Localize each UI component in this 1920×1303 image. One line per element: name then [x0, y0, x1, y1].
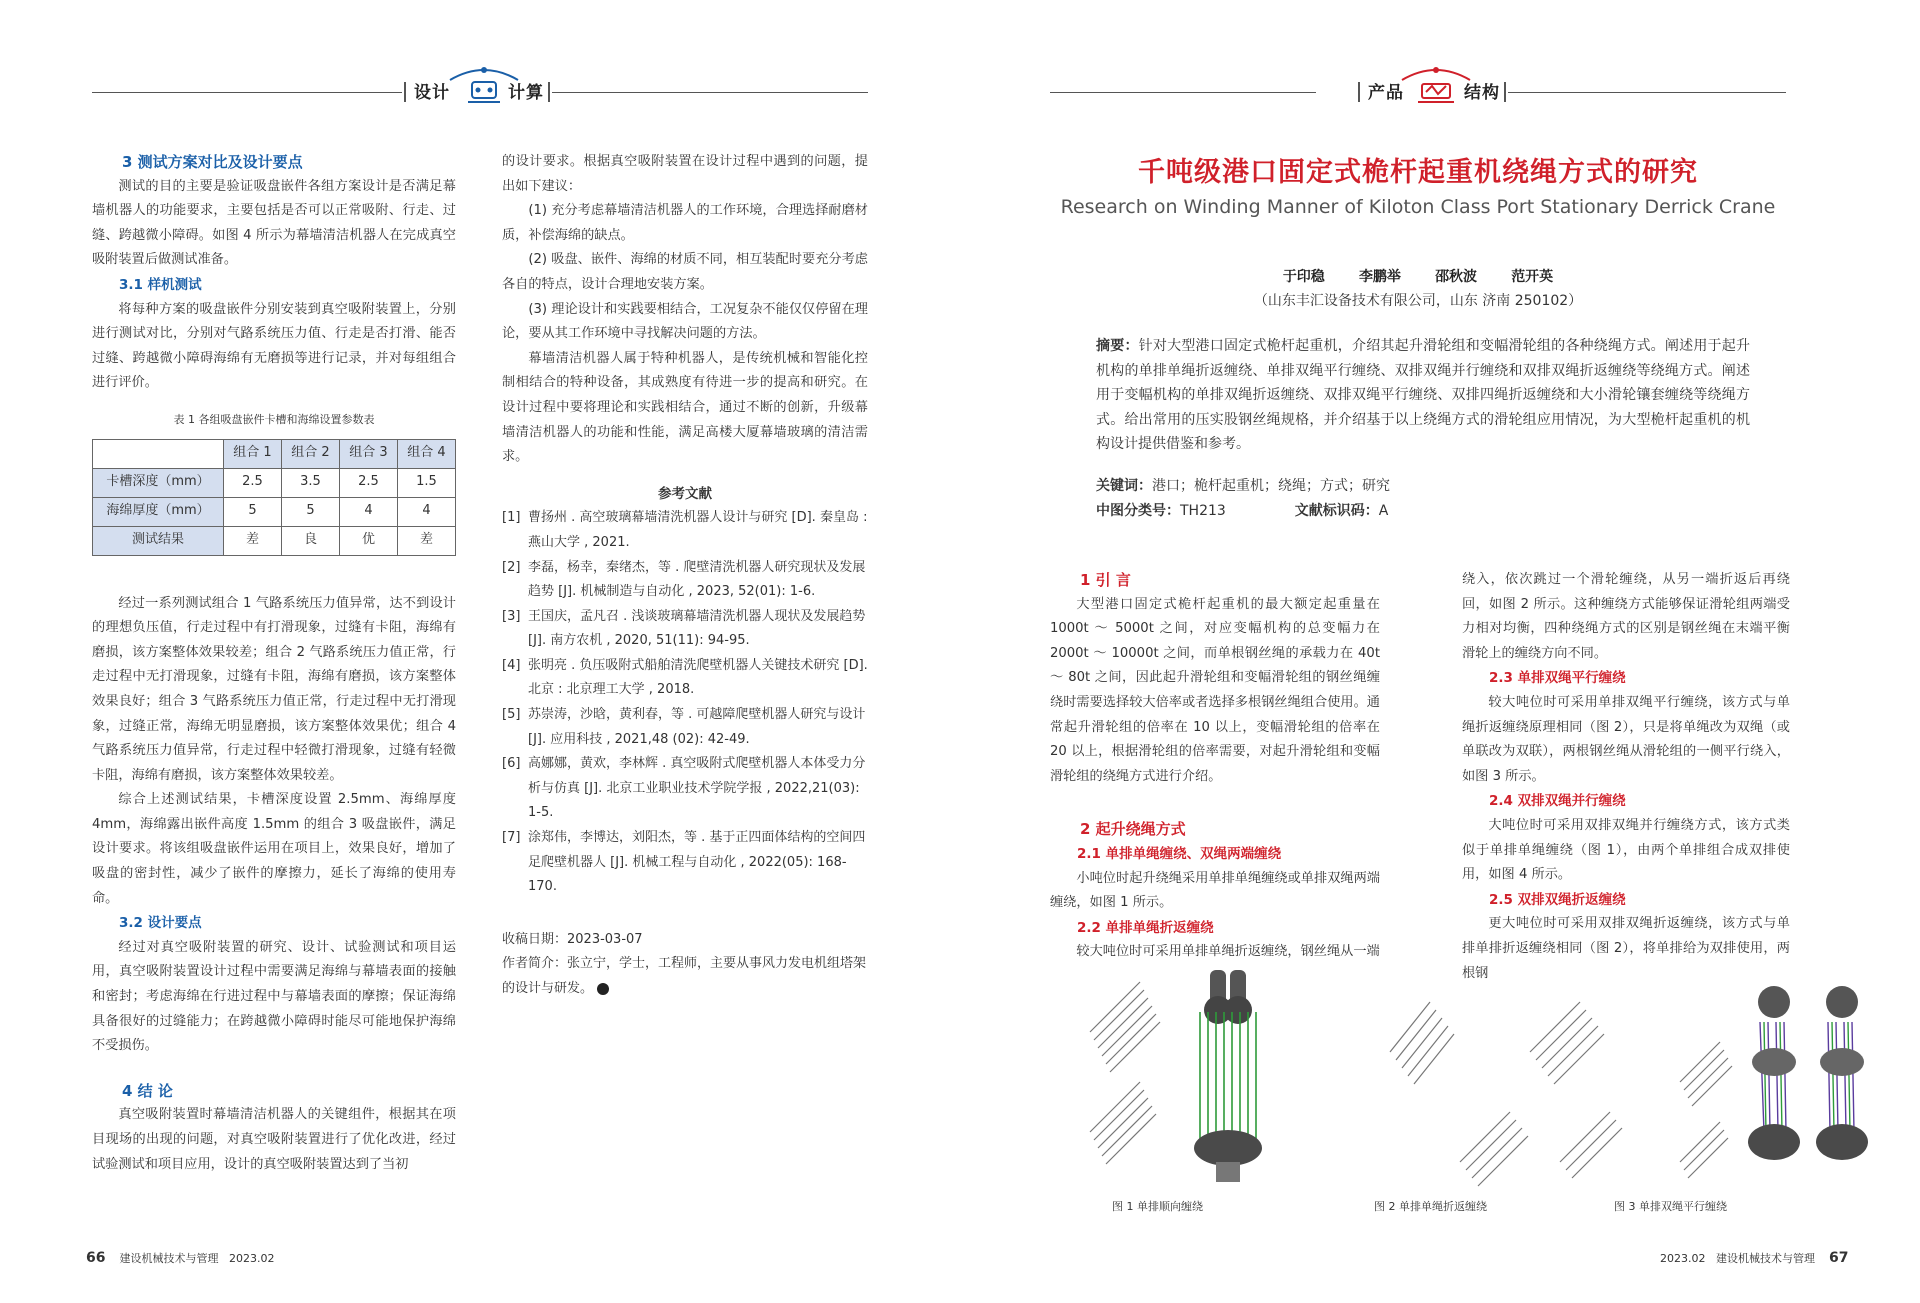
paragraph: 测试的目的主要是验证吸盘嵌件各组方案设计是否满足幕墙机器人的功能要求，主要包括是否可以正常吸附、行走、过缝、跨越微小障碍。如图 4 所示为幕墙清洁机器人在完成真空吸附装置后做测试准备。: [92, 178, 456, 268]
author: 李鹏举: [1358, 269, 1401, 285]
header-label-structure: 结构: [1464, 83, 1500, 103]
right-column-1: [1050, 568, 1380, 965]
table-header-cell: 组合 3: [340, 439, 398, 468]
figure-caption: 图 1 单排顺向缠绕: [1112, 1200, 1203, 1213]
figure-3-drawing: [1660, 962, 1920, 1192]
header-separator: [1504, 82, 1506, 102]
table-cell: 2.5: [224, 468, 282, 497]
header-rule-right: [552, 92, 868, 93]
table-header-cell: 组合 1: [224, 439, 282, 468]
table-caption: 表 1 各组吸盘嵌件卡槽和海绵设置参数表: [173, 412, 375, 426]
header-label-product: 产品: [1368, 83, 1404, 103]
clc-code: TH213: [1180, 502, 1226, 519]
reference-item: [502, 752, 868, 826]
suggestion: (2) 吸盘、嵌件、海绵的材质不同，相互装配时要充分考虑各自的特点，设计合理地安装方案。: [502, 252, 868, 292]
journal-name: 建设机械技术与管理: [1716, 1252, 1815, 1265]
paragraph: 的设计要求。根据真空吸附装置在设计过程中遇到的问题，提出如下建议：: [502, 154, 868, 194]
table-cell: 1.5: [398, 468, 456, 497]
author-bio: [502, 952, 868, 1001]
figure-2-drawing: [1380, 962, 1640, 1192]
author: 邵秋波: [1435, 269, 1478, 285]
reference-text: 涂郑伟，李博达，刘阳杰，等 . 基于正四面体结构的空间四足爬壁机器人 [J]. 机械工程与自动化 , 2022(05): 168-170.: [528, 830, 866, 895]
folio-left: [86, 1250, 274, 1266]
section-heading: 3 测试方案对比及设计要点: [122, 153, 303, 171]
received-date: 收稿日期：2023-03-07: [502, 931, 643, 947]
reference-item: [502, 605, 868, 654]
author-bio-text: 作者简介：张立宁，学士，工程师，主要从事风力发电机组塔架的设计与研发。: [502, 956, 867, 996]
header-rule-right: [1508, 92, 1786, 93]
section-heading: 1 引 言: [1080, 571, 1131, 589]
folio-right: [1660, 1250, 1848, 1266]
table-header-row: [93, 439, 456, 468]
clc-label: 中图分类号：: [1096, 502, 1180, 519]
reference-number: [6]: [502, 756, 521, 772]
table-header-cell: 组合 2: [282, 439, 340, 468]
reference-text: 高娜娜，黄欢，李林辉 . 真空吸附式爬壁机器人本体受力分析与仿真 [J]. 北京工业职业技术学院学报 , 2022,21(03): 1-5.: [528, 756, 866, 821]
abstract-label: 摘要：: [1096, 338, 1139, 354]
section-heading: 4 结 论: [122, 1081, 173, 1100]
reference-item: [502, 654, 868, 703]
reference-number: [1]: [502, 510, 521, 526]
left-column-2: [502, 150, 868, 1002]
page-number: 67: [1829, 1250, 1849, 1266]
right-page: [960, 0, 1920, 1303]
affiliation: （山东丰汇设备技术有限公司，山东 济南 250102）: [1253, 293, 1583, 309]
paragraph: 更大吨位时可采用双排双绳折返缠绕，该方式与单排单排折返缠绕相同（图 2），将单排给为双排使用，两根钢: [1462, 916, 1790, 981]
page-number: 66: [86, 1250, 106, 1266]
table-cell: 4: [398, 497, 456, 526]
paragraph: 较大吨位时可采用单排双绳平行缠绕，该方式与单绳折返缠绕原理相同（图 2），只是将单绳改为双绳（或单联改为双联），两根钢丝绳从滑轮组的一侧平行绕入，如图 3 所示。: [1462, 694, 1790, 784]
table-cell: 海绵厚度（mm）: [93, 497, 224, 526]
abstract: [1096, 334, 1750, 457]
author: 于印稳: [1282, 269, 1325, 285]
keywords: [1096, 474, 1750, 523]
paragraph: 小吨位时起升绕绳采用单排单绳缠绕或单排双绳两端缠绕，如图 1 所示。: [1050, 870, 1380, 911]
table-cell: 5: [224, 497, 282, 526]
paragraph: 将每种方案的吸盘嵌件分别安装到真空吸附装置上，分别进行测试对比，分别对气路系统压力值、行走是否打滑、能否过缝、跨越微小障碍海绵有无磨损等进行记录，并对每组组合进行评价。: [92, 301, 456, 391]
left-column-1: [92, 150, 456, 1177]
subsection-heading: 2.5 双排双绳折返缠绕: [1489, 891, 1626, 908]
author: 范开英: [1511, 269, 1554, 285]
header-separator: [404, 82, 406, 102]
header-separator: [1358, 82, 1360, 102]
paragraph: 幕墙清洁机器人属于特种机器人，是传统机械和智能化控制相结合的特种设备，其成熟度有待进一步的提高和研究。在设计过程中要将理论和实践相结合，通过不断的创新，升级幕墙清洁机器人的功能和性能，满足高楼大厦幕墙玻璃的清洁需求。: [502, 350, 868, 465]
subsection-heading: 2.4 双排双绳并行缠绕: [1489, 793, 1626, 810]
reference-text: 王国庆，孟凡召 . 浅谈玻璃幕墙清洗机器人现状及发展趋势 [J]. 南方农机 , 2020, 51(11): 94-95.: [528, 608, 866, 649]
paragraph: 经过一系列测试组合 1 气路系统压力值异常，达不到设计的理想负压值，行走过程中有打滑现象，过缝有卡阻，海绵有磨损，该方案整体效果较差；组合 2 气路系统压力值正常，行走过程中无打滑现象，过缝有卡阻，海绵有磨损，该方案整体效果良好；组合 3 气路系统压力值正常，行走过程中无打滑现象，过缝正常，海绵无明显磨损，该方案整体效果优；组合 4 气路系统压力值异常，行走过程中轻微打滑现象，过缝有轻微卡阻，海绵有磨损，该方案整体效果较差。: [92, 595, 456, 783]
paragraph: 真空吸附装置时幕墙清洁机器人的关键组件，根据其在项目现场的出现的问题，对真空吸附装置进行了优化改进，经过试验测试和项目应用，设计的真空吸附装置达到了当初: [92, 1107, 456, 1172]
table-cell: 测试结果: [93, 526, 224, 555]
reference-item: [502, 506, 868, 555]
parameter-table: [92, 439, 456, 556]
author-list: [1050, 266, 1786, 286]
paragraph: 大型港口固定式桅杆起重机的最大额定起重量在 1000t ～ 5000t 之间，对应变幅机构的总变幅力在 2000t ～ 10000t 之间，而单根钢丝绳的承载力在 40t ～ 80t 之间，因此起升滑轮组和变幅滑轮组的钢丝绳缠绕时需要选择较大倍率或者选择多根钢丝绳组合使用。通常起升滑轮组的倍率在 10 以上，变幅滑轮组的倍率在 20 以上，根据滑轮组的倍率需要，对起升滑轮组和变幅滑轮组的绕绳方式进行介绍。: [1050, 596, 1380, 784]
reference-list: [502, 506, 868, 900]
reference-text: 李磊，杨幸，秦绪杰，等 . 爬壁清洗机器人研究现状及发展趋势 [J]. 机械制造与自动化 , 2023, 52(01): 1-6.: [528, 559, 866, 600]
reference-text: 曹扬州 . 高空玻璃幕墙清洗机器人设计与研究 [D]. 秦皇岛 : 燕山大学 , 2021.: [528, 510, 868, 550]
paragraph: 经过对真空吸附装置的研究、设计、试验测试和项目运用，真空吸附装置设计过程中需要满足海绵与幕墙表面的接触和密封；考虑海绵在行进过程中与幕墙表面的摩擦；保证海绵具备很好的过缝能力；在跨越微小障碍时能尽可能地保护海绵不受损伤。: [92, 939, 456, 1054]
suggestion: (3) 理论设计和实践要相结合，工况复杂不能仅仅停留在理论，要从其工作环境中寻找解决问题的方法。: [502, 301, 868, 342]
paragraph: 大吨位时可采用双排双绳并行缠绕方式，该方式类似于单排单绳缠绕（图 1），由两个单排组合成双排使用，如图 4 所示。: [1462, 817, 1790, 883]
table-row: [93, 468, 456, 497]
table-cell: 优: [340, 526, 398, 555]
section-heading: 2 起升绕绳方式: [1080, 820, 1186, 839]
keywords-label: 关键词：: [1096, 478, 1152, 494]
subsection-heading: 2.1 单排单绳缠绕、双绳两端缠绕: [1077, 845, 1282, 862]
paragraph: 绕入，依次跳过一个滑轮缠绕，从另一端折返后再绕回，如图 2 所示。这种缠绕方式能够保证滑轮组两端受力相对均衡，四种绕绳方式的区别是钢丝绳在末端平衡滑轮上的缠绕方向不同。: [1462, 572, 1790, 661]
journal-name: 建设机械技术与管理: [119, 1252, 219, 1265]
table-cell: 4: [340, 497, 398, 526]
subsection-heading: 2.2 单排单绳折返缠绕: [1077, 919, 1214, 936]
table-cell: 卡槽深度（mm）: [93, 468, 224, 497]
header-separator: [548, 82, 550, 102]
doc-label: 文献标识码：: [1294, 502, 1379, 519]
table-cell: 3.5: [282, 468, 340, 497]
references-title: 参考文献: [658, 485, 712, 502]
issue-label: 2023.02: [228, 1252, 275, 1265]
right-column-2: [1462, 568, 1790, 986]
reference-number: [7]: [502, 830, 521, 846]
doc-code: A: [1378, 502, 1389, 519]
subsection-heading: 3.1 样机测试: [119, 276, 202, 293]
reference-number: [5]: [502, 707, 521, 723]
table-cell: 良: [282, 526, 340, 555]
end-mark-icon: [597, 983, 609, 995]
table-cell: 差: [398, 526, 456, 555]
suggestion: (1) 充分考虑幕墙清洁机器人的工作环境，合理选择耐磨材质，补偿海绵的缺点。: [502, 203, 868, 243]
paragraph: 较大吨位时可采用单排单绳折返缠绕，钢丝绳从一端: [1076, 944, 1380, 960]
table-cell: 5: [282, 497, 340, 526]
article-title-en: Research on Winding Manner of Kiloton Class Port Stationary Derrick Crane: [1060, 196, 1776, 218]
subsection-heading: 3.2 设计要点: [119, 915, 202, 932]
table-row: [93, 526, 456, 555]
header-rule-left: [92, 92, 402, 93]
reference-text: 张明亮 . 负压吸附式船舶清洗爬壁机器人关键技术研究 [D]. 北京 : 北京理工大学 , 2018.: [528, 657, 868, 698]
reference-number: [2]: [502, 559, 521, 575]
figure-caption: 图 3 单排双绳平行缠绕: [1614, 1200, 1727, 1213]
reference-item: [502, 556, 868, 605]
figure-caption: 图 2 单排单绳折返缠绕: [1374, 1200, 1487, 1213]
reference-text: 苏崇涛，沙晗，黄利春，等 . 可越障爬壁机器人研究与设计 [J]. 应用科技 , 2021,48 (02): 42-49.: [528, 707, 866, 747]
keywords-text: 港口；桅杆起重机；绕绳；方式；研究: [1152, 478, 1390, 494]
header-rule-left: [1050, 92, 1316, 93]
reference-number: [3]: [502, 608, 521, 624]
issue-label: 2023.02: [1660, 1252, 1706, 1265]
table-header-cell: 组合 4: [398, 439, 456, 468]
table-header-cell: [93, 439, 224, 468]
table-cell: 差: [224, 526, 282, 555]
subsection-heading: 2.3 单排双绳平行缠绕: [1489, 670, 1626, 687]
figure-1-drawing: [1080, 962, 1340, 1192]
table-cell: 2.5: [340, 468, 398, 497]
header-label-design: 设计: [414, 83, 450, 103]
table-row: [93, 497, 456, 526]
abstract-text: 针对大型港口固定式桅杆起重机，介绍其起升滑轮组和变幅滑轮组的各种绕绳方式。阐述用于起升机构的单排单绳折返缠绕、单排双绳平行缠绕、双排双绳并行缠绕和双排双绳折返缠绕等绕绳方式。阐述用于变幅机构的单排双绳折返缠绕、双排双绳平行缠绕、双排四绳折返缠绕和大小滑轮镶套缠绕等绕绳方式。给出常用的压实股钢丝绳规格，并介绍基于以上绕绳方式的滑轮组应用情况，为大型桅杆起重机的机构设计提供借鉴和参考。: [1096, 338, 1751, 452]
paragraph: 综合上述测试结果，卡槽深度设置 2.5mm、海绵厚度 4mm，海绵露出嵌件高度 1.5mm 的组合 3 吸盘嵌件，满足设计要求。将该组吸盘嵌件运用在项目上，效果良好，增加了吸盘的密封性，减少了嵌件的摩擦力，延长了海绵的使用寿命。: [92, 792, 456, 906]
reference-number: [4]: [502, 657, 521, 673]
article-title-cn: 千吨级港口固定式桅杆起重机绕绳方式的研究: [1138, 157, 1698, 188]
reference-item: [502, 703, 868, 752]
header-label-calc: 计算: [508, 83, 544, 103]
reference-item: [502, 826, 868, 900]
